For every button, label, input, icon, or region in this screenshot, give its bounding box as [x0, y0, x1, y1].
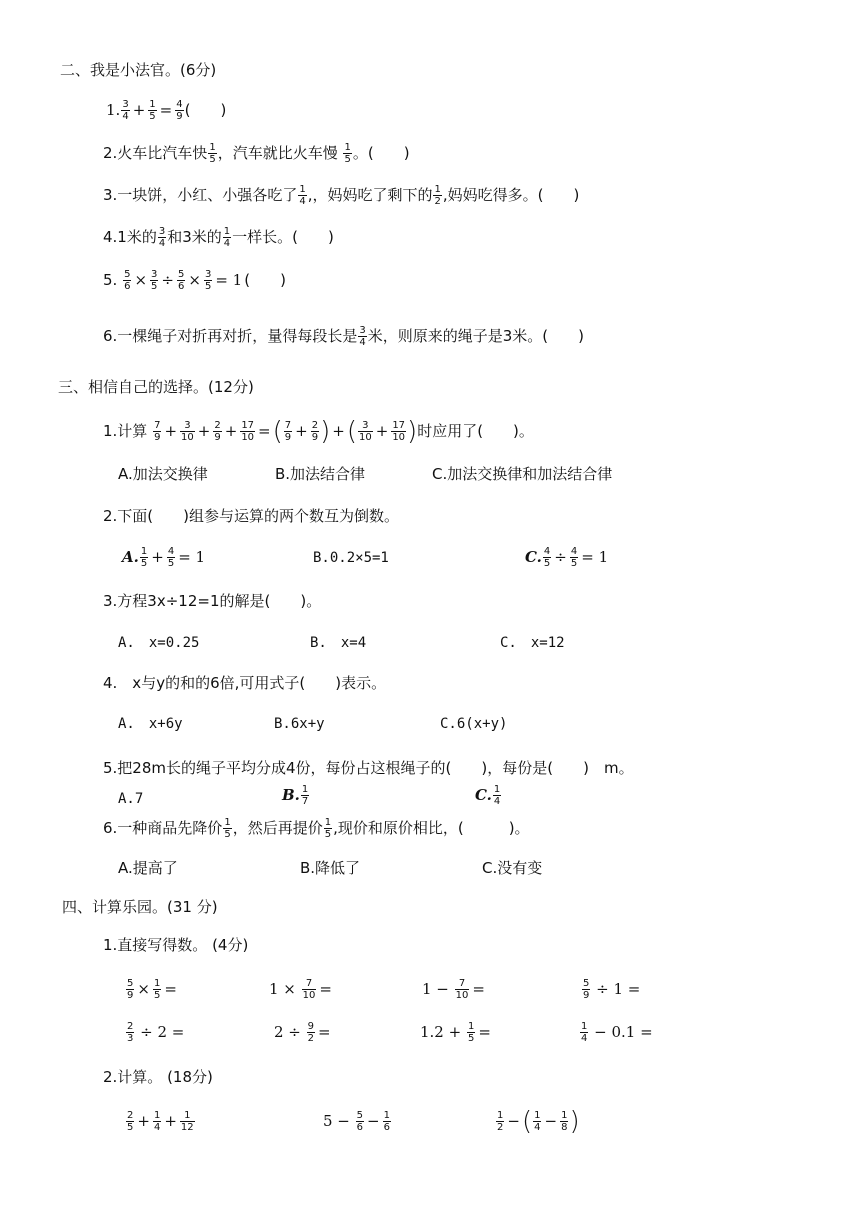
- calc-expression: $\frac{1}{2}$ −( $\frac{1}{4}$ − $\frac{1}{8}$ ): [497, 1106, 580, 1137]
- section-4-title: 四、计算乐园。(31 分): [62, 898, 218, 916]
- s2-q6: 6.一棵绳子对折再对折，量得每段长是 $\frac{3}{4}$ 米，则原来的绳子是3米。( ): [103, 325, 584, 348]
- s3-q1-option-b: B.加法结合律: [275, 465, 366, 483]
- s3-q2-option-a: A. $\frac{1}{5}$ + $\frac{4}{5}$ = 1: [122, 546, 206, 569]
- s2-q3: 3.一块饼，小红、小强各吃了 $\frac{1}{4}$ ,，妈妈吃了剩下的 $\frac{1}{2}$ ,妈妈吃得多。( ): [103, 184, 580, 207]
- s3-q5: 5.把28m长的绳子平均分成4份，每份占这根绳子的( )，每份是( ) m。: [103, 759, 634, 777]
- calc-expression: 5 − $\frac{5}{6}$ − $\frac{1}{6}$: [323, 1110, 390, 1133]
- calc-item: 2 ÷ $\frac{9}{2}$ =: [274, 1021, 331, 1044]
- s3-q1-option-a: A.加法交换律: [118, 465, 208, 483]
- s3-q3-option-c: C. x=12: [500, 635, 565, 651]
- s3-q2: 2.下面( )组参与运算的两个数互为倒数。: [103, 507, 400, 525]
- s3-q1-option-c: C.加法交换律和加法结合律: [432, 465, 613, 483]
- s3-q6-option-a: A.提高了: [118, 859, 178, 877]
- s3-q2-option-c: C. $\frac{4}{5}$ ÷ $\frac{4}{5}$ = 1: [525, 546, 609, 569]
- s3-q6: 6.一种商品先降价 $\frac{1}{5}$ ，然后再提价 $\frac{1}{5}$ ,现价和原价相比，( )。: [103, 817, 530, 840]
- s3-q6-option-b: B.降低了: [300, 859, 361, 877]
- s3-q5-option-c: C. $\frac{1}{4}$: [475, 784, 501, 807]
- calc-item: $\frac{1}{4}$ − 0.1 =: [581, 1021, 653, 1044]
- s3-q4-option-c: C.6(x+y): [440, 716, 508, 732]
- s3-q4-option-b: B.6x+y: [274, 716, 325, 732]
- s3-q3-option-b: B. x=4: [310, 635, 367, 651]
- calc-item: $\frac{2}{3}$ ÷ 2 =: [127, 1021, 185, 1044]
- s3-q1: 1.计算 $\frac{7}{9}$ + $\frac{3}{10}$ + $\frac{2}{9}$ + $\frac{17}{10}$ =( $\frac{7}{9}$ + $\frac{2}{9}$ ) +( $\frac{3}{10}$ + $\frac{17}{10}$ )时应用了( )。: [103, 416, 534, 447]
- section-3-title: 三、相信自己的选择。(12分): [58, 378, 254, 396]
- calc-item: 1 × $\frac{7}{10}$ =: [269, 978, 332, 1001]
- s4-part1-title: 1.直接写得数。 (4分): [103, 936, 249, 954]
- calc-item: 1 − $\frac{7}{10}$ =: [422, 978, 485, 1001]
- s3-q2-option-b: B.0.2×5=1: [313, 550, 389, 566]
- s2-q1: 1. $\frac{3}{4}$ + $\frac{1}{5}$ = $\frac{4}{9}$ ( ): [106, 99, 227, 122]
- s3-q5-option-b: B. $\frac{1}{7}$: [282, 784, 309, 807]
- fraction: $\frac{3}{4}$: [122, 99, 129, 122]
- answer-blank: ( ): [184, 101, 227, 119]
- s2-q5: 5. $\frac{5}{6}$ × $\frac{3}{5}$ ÷ $\frac{5}{6}$ × $\frac{3}{5}$ = 1 ( ): [103, 269, 286, 292]
- s3-q4-option-a: A. x+6y: [118, 716, 183, 732]
- s4-part2-title: 2.计算。 (18分): [103, 1068, 213, 1086]
- s3-q3: 3.方程3x÷12=1的解是( )。: [103, 592, 322, 610]
- s3-q5-option-a: A.7: [118, 791, 144, 807]
- section-2-title: 二、我是小法官。(6分): [60, 61, 217, 79]
- calc-item: $\frac{5}{9}$ ÷ 1 =: [583, 978, 641, 1001]
- s3-q3-option-a: A. x=0.25: [118, 635, 200, 651]
- calc-item: 1.2 + $\frac{1}{5}$ =: [420, 1021, 491, 1044]
- s2-q4: 4.1米的 $\frac{3}{4}$ 和3米的 $\frac{1}{4}$ 一样长。( ): [103, 226, 334, 249]
- s3-q6-option-c: C.没有变: [482, 859, 543, 877]
- calc-expression: $\frac{2}{5}$ + $\frac{1}{4}$ + $\frac{1}{12}$: [127, 1110, 194, 1133]
- s2-q2: 2.火车比汽车快 $\frac{1}{5}$ ，汽车就比火车慢 $\frac{1}{5}$ 。( ): [103, 142, 410, 165]
- calc-item: $\frac{5}{9}$ × $\frac{1}{5}$ =: [127, 978, 177, 1001]
- s3-q4: 4. x与y的和的6倍,可用式子( )表示。: [103, 674, 387, 692]
